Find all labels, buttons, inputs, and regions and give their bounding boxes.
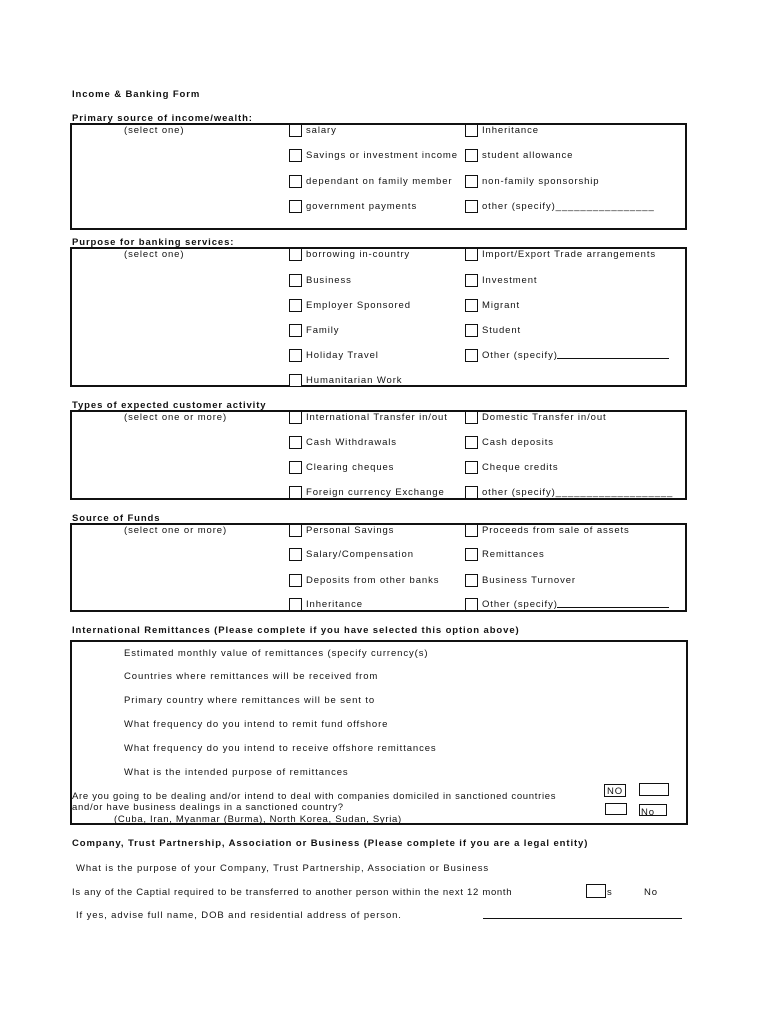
government-payments-checkbox[interactable] <box>289 200 302 213</box>
sale-of-assets-checkbox[interactable] <box>465 524 478 537</box>
funds-instruction: (select one or more) <box>124 525 228 536</box>
capital-yes-suffix: s <box>607 887 613 898</box>
activity-heading: Types of expected customer activity <box>72 400 267 411</box>
cheque-credits-checkbox[interactable] <box>465 461 478 474</box>
sanction-question-line1: Are you going to be dealing and/or intend to deal with companies domiciled in sanctioned countries <box>72 791 557 802</box>
capital-yes-checkbox[interactable] <box>586 884 606 898</box>
other-source-checkbox[interactable] <box>465 200 478 213</box>
other-activity-checkbox[interactable] <box>465 486 478 499</box>
form-title: Income & Banking Form <box>72 89 201 100</box>
migrant-checkbox[interactable] <box>465 299 478 312</box>
salary-checkbox[interactable] <box>289 124 302 137</box>
activity-instruction: (select one or more) <box>124 412 228 423</box>
primary-source-heading: Primary source of income/wealth: <box>72 113 253 124</box>
remit-frequency-out-question: What frequency do you intend to remit fund offshore <box>124 719 389 730</box>
borrowing-checkbox[interactable] <box>289 248 302 261</box>
business-checkbox[interactable] <box>289 274 302 287</box>
non-family-sponsorship-checkbox[interactable] <box>465 175 478 188</box>
purpose-heading: Purpose for banking services: <box>72 237 235 248</box>
intl-transfer-checkbox[interactable] <box>289 411 302 424</box>
savings-income-checkbox[interactable] <box>289 149 302 162</box>
clearing-cheques-checkbox[interactable] <box>289 461 302 474</box>
remit-countries-from-question: Countries where remittances will be received from <box>124 671 379 682</box>
remit-monthly-value-question: Estimated monthly value of remittances (specify currency(s) <box>124 648 429 659</box>
family-checkbox[interactable] <box>289 324 302 337</box>
purpose-box <box>70 247 687 387</box>
inheritance-checkbox[interactable] <box>465 124 478 137</box>
funds-box <box>70 523 687 612</box>
advise-person-line[interactable] <box>483 918 682 919</box>
employer-sponsored-checkbox[interactable] <box>289 299 302 312</box>
sanction-no-box-lower[interactable]: No <box>639 804 667 816</box>
other-funds-line[interactable] <box>557 607 669 608</box>
student-allowance-checkbox[interactable] <box>465 149 478 162</box>
capital-no-label: No <box>644 887 658 898</box>
investment-checkbox[interactable] <box>465 274 478 287</box>
remit-frequency-in-question: What frequency do you intend to receive offshore remittances <box>124 743 437 754</box>
deposits-other-banks-checkbox[interactable] <box>289 574 302 587</box>
dependant-checkbox[interactable] <box>289 175 302 188</box>
company-heading: Company, Trust Partnership, Association or Business (Please complete if you are a legal entity) <box>72 838 589 849</box>
remittances-checkbox[interactable] <box>465 548 478 561</box>
holiday-travel-checkbox[interactable] <box>289 349 302 362</box>
sanction-question-line2: and/or have business dealings in a sanctioned country? <box>72 802 344 813</box>
remit-purpose-question: What is the intended purpose of remittances <box>124 767 349 778</box>
cash-withdrawals-checkbox[interactable] <box>289 436 302 449</box>
primary-source-instruction: (select one) <box>124 125 185 136</box>
import-export-checkbox[interactable] <box>465 248 478 261</box>
purpose-instruction: (select one) <box>124 249 185 260</box>
other-funds-checkbox[interactable] <box>465 598 478 611</box>
remittances-heading: International Remittances (Please complete if you have selected this option above) <box>72 625 520 636</box>
funds-inheritance-checkbox[interactable] <box>289 598 302 611</box>
advise-person-instruction: If yes, advise full name, DOB and residential address of person. <box>76 910 402 921</box>
sanction-no-box-upper[interactable]: NO <box>604 784 626 797</box>
sanction-yes-box-lower[interactable] <box>605 803 627 815</box>
funds-heading: Source of Funds <box>72 513 161 524</box>
salary-compensation-checkbox[interactable] <box>289 548 302 561</box>
other-purpose-line[interactable] <box>557 358 669 359</box>
student-checkbox[interactable] <box>465 324 478 337</box>
domestic-transfer-checkbox[interactable] <box>465 411 478 424</box>
business-turnover-checkbox[interactable] <box>465 574 478 587</box>
sanction-yes-box-upper[interactable] <box>639 783 669 796</box>
remit-primary-country-question: Primary country where remittances will be sent to <box>124 695 376 706</box>
other-purpose-checkbox[interactable] <box>465 349 478 362</box>
sanction-countries: (Cuba, Iran, Myanmar (Burma), North Korea, Sudan, Syria) <box>114 814 402 825</box>
personal-savings-checkbox[interactable] <box>289 524 302 537</box>
fx-exchange-checkbox[interactable] <box>289 486 302 499</box>
capital-transfer-question: Is any of the Captial required to be transferred to another person within the next 12 month <box>72 887 513 898</box>
humanitarian-checkbox[interactable] <box>289 374 302 387</box>
company-purpose-question: What is the purpose of your Company, Trust Partnership, Association or Business <box>76 863 490 874</box>
cash-deposits-checkbox[interactable] <box>465 436 478 449</box>
